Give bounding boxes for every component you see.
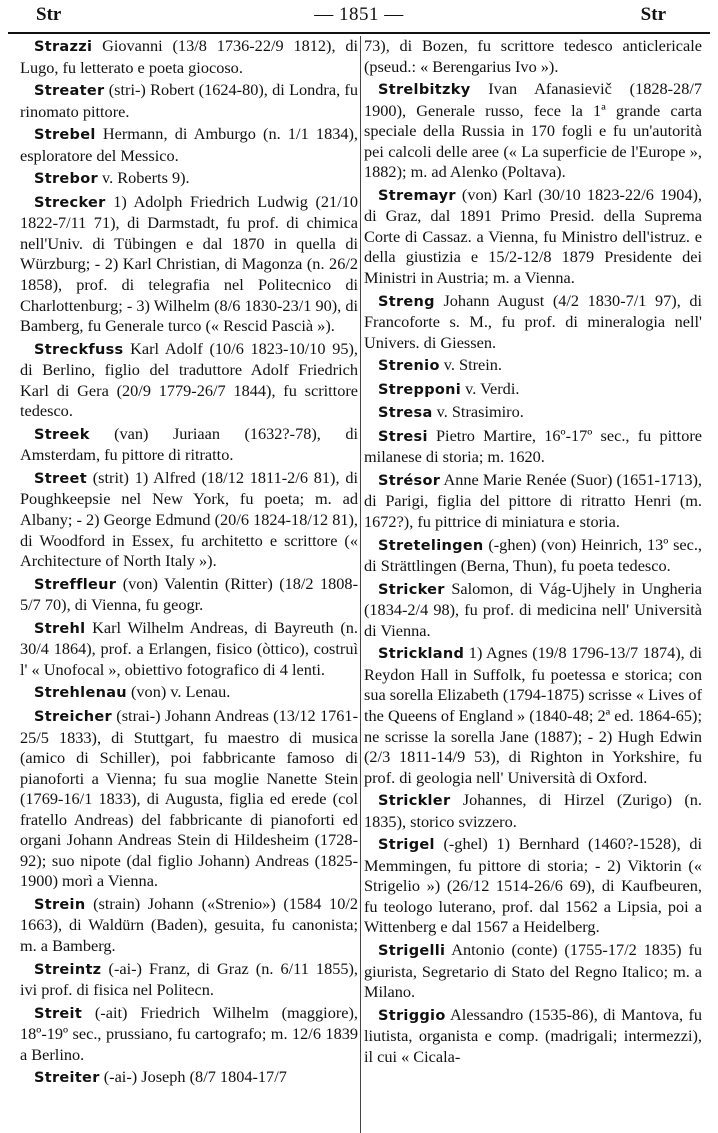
entry-text: 1) Agnes (19/8 1796-13/7 1874), di Reydon Hall in Suffolk, fu poetessa e storica; con sua sorella Elizabeth (1794-1875) scrisse « Lives of the Queens of England » (1840-48; 2ª ed. 1864-65); ne scrisse la sorella Jane (1887); - 2) Hugh Edwin (2/3 1811-14/9 53), di Righton in Yorkshire, fu prof. di geologia nell' Università di Oxford. xyxy=(364,643,702,787)
entry-text: v. Strein. xyxy=(443,355,502,375)
entry-text: Karl Adolf (10/6 1823-10/10 95), di Berlino, figlio del traduttore Adolf Friedrich Karl di Gera (20/9 1779-26/7 1844), fu scrittore tedesco. xyxy=(20,338,358,421)
entry-headword: Stricker xyxy=(378,581,445,598)
dictionary-entry xyxy=(20,124,358,166)
entry-headword: Stretelingen xyxy=(378,537,484,554)
entry-headword: Striggio xyxy=(378,1007,446,1024)
entry-text: (stri-) Robert (1624-80), di Londra, fu rinomato pittore. xyxy=(20,80,358,121)
entry-text: Hermann, di Amburgo (n. 1/1 1834), esploratore del Messico. xyxy=(20,124,358,165)
entry-text: (-ghel) 1) Bernhard (1460?-1528), di Memmingen, fu pittore di storia; - 2) Viktorin (« Strigelio ») (26/12 1514-26/6 69), di Kaufbeuren, fu teologo luterano, prof. dal 1562 a Lipsia, poi a Wittenberg e dal 1567 a Heidelberg. xyxy=(364,834,702,937)
dictionary-entry xyxy=(20,706,358,892)
entry-text: (-ai-) Franz, di Graz (n. 6/11 1855), ivi prof. di fisica nel Politecn. xyxy=(20,958,358,1000)
entry-headword: Strigelli xyxy=(378,942,446,959)
dictionary-entry xyxy=(20,192,358,337)
entry-text: v. Strasimiro. xyxy=(436,402,524,422)
entry-headword: Stresi xyxy=(378,428,428,445)
dictionary-entry xyxy=(364,355,702,377)
entry-text: (von) Karl (30/10 1823-22/6 1904), di Graz, dal 1891 Primo Presid. della Suprema Corte di Cassaz. a Vienna, fu Ministro dell'istruz. e della giustizia e 15/2-12/8 1879 Presidente dei Ministri in Austria; m. a Vienna. xyxy=(364,184,702,288)
entry-text: 73), di Bozen, fu scrittore tedesco anticlericale (pseud.: « Berengarius Ivo »). xyxy=(364,36,702,76)
entry-text: 1) Adolph Friedrich Ludwig (21/10 1822-7/11 71), di Darmstadt, fu prof. di chimica nell'Univ. di Tübingen e dal 1870 in quella di Würzburg; - 2) Karl Christian, di Magonza (n. 26/2 1858), prof. di telegrafia nel Politecnico di Charlottenburg; - 3) Wilhelm (8/6 1830-23/1 90), di Bamberg, fu Generale turco (« Rescid Pascià »). xyxy=(20,191,358,336)
dictionary-entry xyxy=(20,424,358,466)
entry-headword: Strickler xyxy=(378,793,451,810)
dictionary-entry xyxy=(20,959,358,1001)
entry-text: (strai-) Johann Andreas (13/12 1761-25/5 1833), di Stuttgart, fu maestro di musica (amico di Schiller), poi fabbricante famoso di pianoforti a Vienna; fu sua moglie Nanette Stein (1769-16/1 1833), di Augusta, figlia ed erede (col fratello Andreas) del fabbricante di pianoforti ed organi Johann Andreas Stein di Hildesheim (1728-92); suo nipote (dal figlio Johann) Andreas (1825-1900) morì a Vienna. xyxy=(20,705,358,891)
dictionary-entry xyxy=(20,168,358,190)
entry-headword: Strebor xyxy=(34,171,98,188)
entry-headword: Stremayr xyxy=(378,187,456,204)
dictionary-entry xyxy=(364,426,702,468)
dictionary-entry xyxy=(20,36,358,78)
dictionary-entry xyxy=(364,834,702,938)
entry-headword: Strebel xyxy=(34,127,96,144)
dictionary-entry xyxy=(364,643,702,788)
entry-headword: Strenio xyxy=(378,358,440,375)
entry-headword: Strecker xyxy=(34,194,106,211)
dictionary-entry xyxy=(364,535,702,577)
running-head-left: Str xyxy=(36,4,62,25)
entry-headword: Strepponi xyxy=(378,381,462,398)
entry-text: (strit) 1) Alfred (18/12 1811-2/6 81), di Poughkeepsie nel New York, fu poeta; m. ad Albany; - 2) George Edmund (20/6 1824-18/12 81), di Woodford in Essex, fu architetto e scrittore (« Architecture of North Italy »). xyxy=(20,467,358,571)
dictionary-entry xyxy=(364,36,702,77)
dictionary-entry xyxy=(20,682,358,704)
entry-text: (-ghen) (von) Heinrich, 13º sec., di Strättlingen (Berna, Thun), fu poeta tedesco. xyxy=(364,534,702,576)
left-column xyxy=(20,36,358,1133)
entry-text: (-ait) Friedrich Wilhelm (maggiore), 18º-19º sec., prussiano, fu cartografo; m. 12/6 1839 a Berlino. xyxy=(20,1002,358,1064)
entry-headword: Streater xyxy=(34,83,105,100)
entry-text: v. Roberts 9). xyxy=(102,168,190,188)
entry-headword: Strein xyxy=(34,896,86,913)
running-head xyxy=(18,4,700,28)
dictionary-entry xyxy=(20,618,358,681)
running-head-right: Str xyxy=(640,4,666,25)
entry-text: v. Verdi. xyxy=(465,378,520,398)
entry-text: (van) Juriaan (1632?-78), di Amsterdam, fu pittore di ritratto. xyxy=(20,423,358,465)
entry-text: Anne Marie Renée (Suor) (1651-1713), di Parigi, figlia del pittore di ritratto Henri (m. 1672?), fu pittrice di miniatura e storia. xyxy=(364,469,702,532)
dictionary-entry xyxy=(20,1067,358,1089)
entry-headword: Strehl xyxy=(34,620,86,637)
entry-headword: Street xyxy=(34,470,87,487)
page-number: — 1851 — xyxy=(314,4,404,25)
entry-headword: Strigel xyxy=(378,837,435,854)
dictionary-entry xyxy=(364,940,702,1003)
dictionary-entry xyxy=(20,1003,358,1066)
entry-headword: Strazzi xyxy=(34,39,93,55)
entry-text: (von) v. Lenau. xyxy=(131,682,231,702)
dictionary-entry xyxy=(364,379,702,401)
entry-text: Antonio (conte) (1755-17/2 1835) fu giurista, Segretario di Stato del Regno Italico; m. a Milano. xyxy=(364,939,702,1002)
entry-headword: Streng xyxy=(378,293,435,310)
entry-headword: Streffleur xyxy=(34,576,117,593)
entry-text: Giovanni (13/8 1736-22/9 1812), di Lugo, fu letterato e poeta giocoso. xyxy=(20,36,358,77)
entry-text: Salomon, di Vág-Ujhely in Ungheria (1834-2/4 98), fu prof. di medicina nell' Università di Vienna. xyxy=(364,578,702,640)
entry-text: (von) Valentin (Ritter) (18/2 1808-5/7 70), di Vienna, fu geogr. xyxy=(20,573,358,615)
entry-headword: Strésor xyxy=(378,472,441,489)
dictionary-entry xyxy=(364,1005,702,1068)
entry-headword: Strehlenau xyxy=(34,685,127,702)
column-divider xyxy=(360,36,361,1133)
dictionary-entry xyxy=(20,80,358,122)
entry-headword: Streek xyxy=(34,426,90,443)
entry-text: Karl Wilhelm Andreas, di Bayreuth (n. 30/4 1864), prof. a Erlangen, fisico (òttico), costruì l' « Unofocal », obiettivo fotografico di 4 lenti. xyxy=(20,617,358,679)
entry-headword: Streiter xyxy=(34,1070,100,1087)
entry-text: Johannes, di Hirzel (Zurigo) (n. 1835), storico svizzero. xyxy=(364,790,702,831)
entry-headword: Streicher xyxy=(34,708,112,725)
entry-text: Johann August (4/2 1830-7/1 97), di Francoforte s. M., fu prof. di mineralogia nell' Univers. di Giessen. xyxy=(364,290,702,352)
entry-headword: Strickland xyxy=(378,646,465,663)
entry-text: Alessandro (1535-86), di Mantova, fu liutista, organista e comp. (madrigali; intermezzi), il cui « Cicala- xyxy=(364,1004,702,1066)
dictionary-entry xyxy=(364,402,702,424)
entry-headword: Streckfuss xyxy=(34,341,124,358)
dictionary-entry xyxy=(20,574,358,616)
dictionary-entry xyxy=(364,470,702,533)
dictionary-entry xyxy=(364,185,702,289)
entry-headword: Strelbitzky xyxy=(378,82,471,99)
entry-text: (strain) Johann («Strenio») (1584 10/2 1663), di Waldürn (Baden), gesuita, fu canonista; m. a Bamberg. xyxy=(20,893,358,955)
entry-text: Ivan Afanasievič (1828-28/7 1900), Generale russo, fece la 1ª grande carta speciale della Russia in 170 fogli e fu un'autorità pei calcoli delle aree (« La superficie de l'Europe », 1882); m. ad Alenko (Poltava). xyxy=(364,79,702,182)
dictionary-entry xyxy=(20,339,358,422)
header-rule xyxy=(8,32,710,34)
dictionary-entry xyxy=(364,790,702,832)
entry-text: Pietro Martire, 16º-17º sec., fu pittore milanese di storia; m. 1620. xyxy=(364,425,702,467)
dictionary-entry xyxy=(364,79,702,183)
entry-headword: Streintz xyxy=(34,961,102,978)
dictionary-entry xyxy=(364,579,702,642)
entry-headword: Streit xyxy=(34,1005,83,1022)
entry-text: (-ai-) Joseph (8/7 1804-17/7 xyxy=(103,1067,287,1087)
entry-headword: Stresa xyxy=(378,405,433,422)
right-column xyxy=(364,36,702,1133)
dictionary-entry xyxy=(20,894,358,957)
dictionary-entry xyxy=(364,291,702,354)
dictionary-entry xyxy=(20,468,358,572)
